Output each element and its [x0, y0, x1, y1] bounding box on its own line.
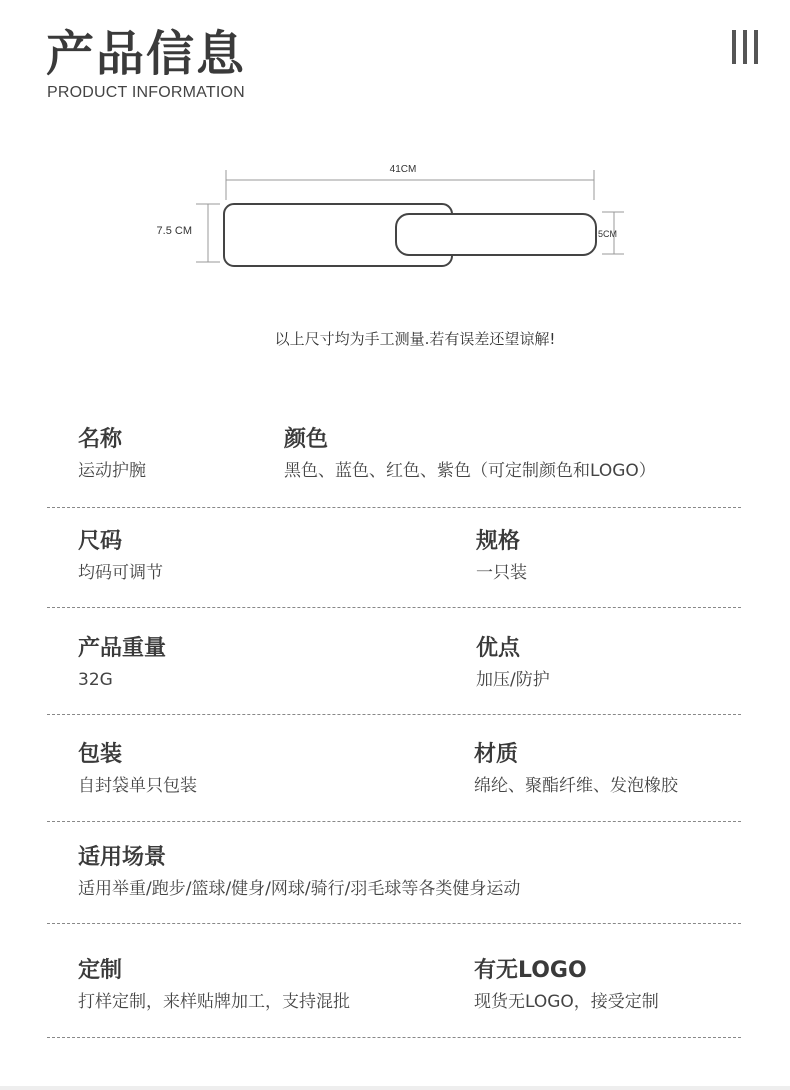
spec-label: 尺码: [78, 529, 123, 554]
spec-label: 颜色: [284, 427, 329, 452]
spec-value: 适用举重/跑步/篮球/健身/网球/骑行/羽毛球等各类健身运动: [78, 879, 521, 899]
spec-size: [78, 527, 163, 585]
spec-value: 自封袋单只包装: [78, 776, 197, 796]
spec-label: 有无LOGO: [474, 958, 587, 983]
spec-label: 材质: [474, 742, 519, 767]
spec-value: 打样定制，来样贴牌加工，支持混批: [78, 992, 350, 1012]
spec-color: [284, 425, 656, 483]
spec-merit: [476, 634, 550, 692]
divider: [47, 507, 741, 508]
spec-label: 产品重量: [78, 636, 167, 661]
spec-value: 现货无LOGO，接受定制: [474, 992, 659, 1012]
length-label: 41CM: [389, 164, 417, 175]
measurement-note: 以上尺寸均为手工测量.若有误差还望谅解!: [274, 330, 556, 348]
page-title: 产品信息: [46, 26, 247, 82]
spec-value: 均码可调节: [78, 563, 163, 583]
divider: [47, 923, 741, 924]
spec-label: 定制: [78, 958, 123, 983]
spec-value: 一只装: [476, 563, 527, 583]
spec-logo: [474, 956, 659, 1014]
spec-value: 运动护腕: [78, 461, 146, 481]
spec-package: [78, 740, 197, 798]
spec-value: 加压/防护: [476, 670, 550, 690]
divider: [47, 821, 741, 822]
divider: [47, 1037, 741, 1038]
height-label: 7.5 CM: [156, 225, 192, 237]
spec-label: 适用场景: [78, 845, 167, 870]
spec-spec: [476, 527, 527, 585]
spec-weight: [78, 634, 166, 692]
spec-name: [78, 425, 146, 483]
page-subtitle: PRODUCT INFORMATION: [47, 84, 245, 101]
spec-scene: [78, 843, 520, 901]
spec-custom: [78, 956, 350, 1014]
spec-label: 名称: [78, 427, 123, 452]
width-label: 5CM: [598, 229, 618, 239]
spec-label: 规格: [476, 529, 521, 554]
divider: [47, 607, 741, 608]
spec-material: [474, 740, 678, 798]
bottom-edge: [0, 1086, 790, 1090]
spec-value: 黑色、蓝色、红色、紫色（可定制颜色和LOGO）: [284, 461, 656, 481]
spec-label: 优点: [476, 636, 521, 661]
spec-value: 32G: [78, 670, 113, 690]
spec-value: 绵纶、聚酯纤维、发泡橡胶: [474, 776, 678, 796]
spec-label: 包装: [78, 742, 123, 767]
band-strap: [396, 214, 596, 255]
wristband-size-diagram: [0, 0, 790, 320]
divider: [47, 714, 741, 715]
